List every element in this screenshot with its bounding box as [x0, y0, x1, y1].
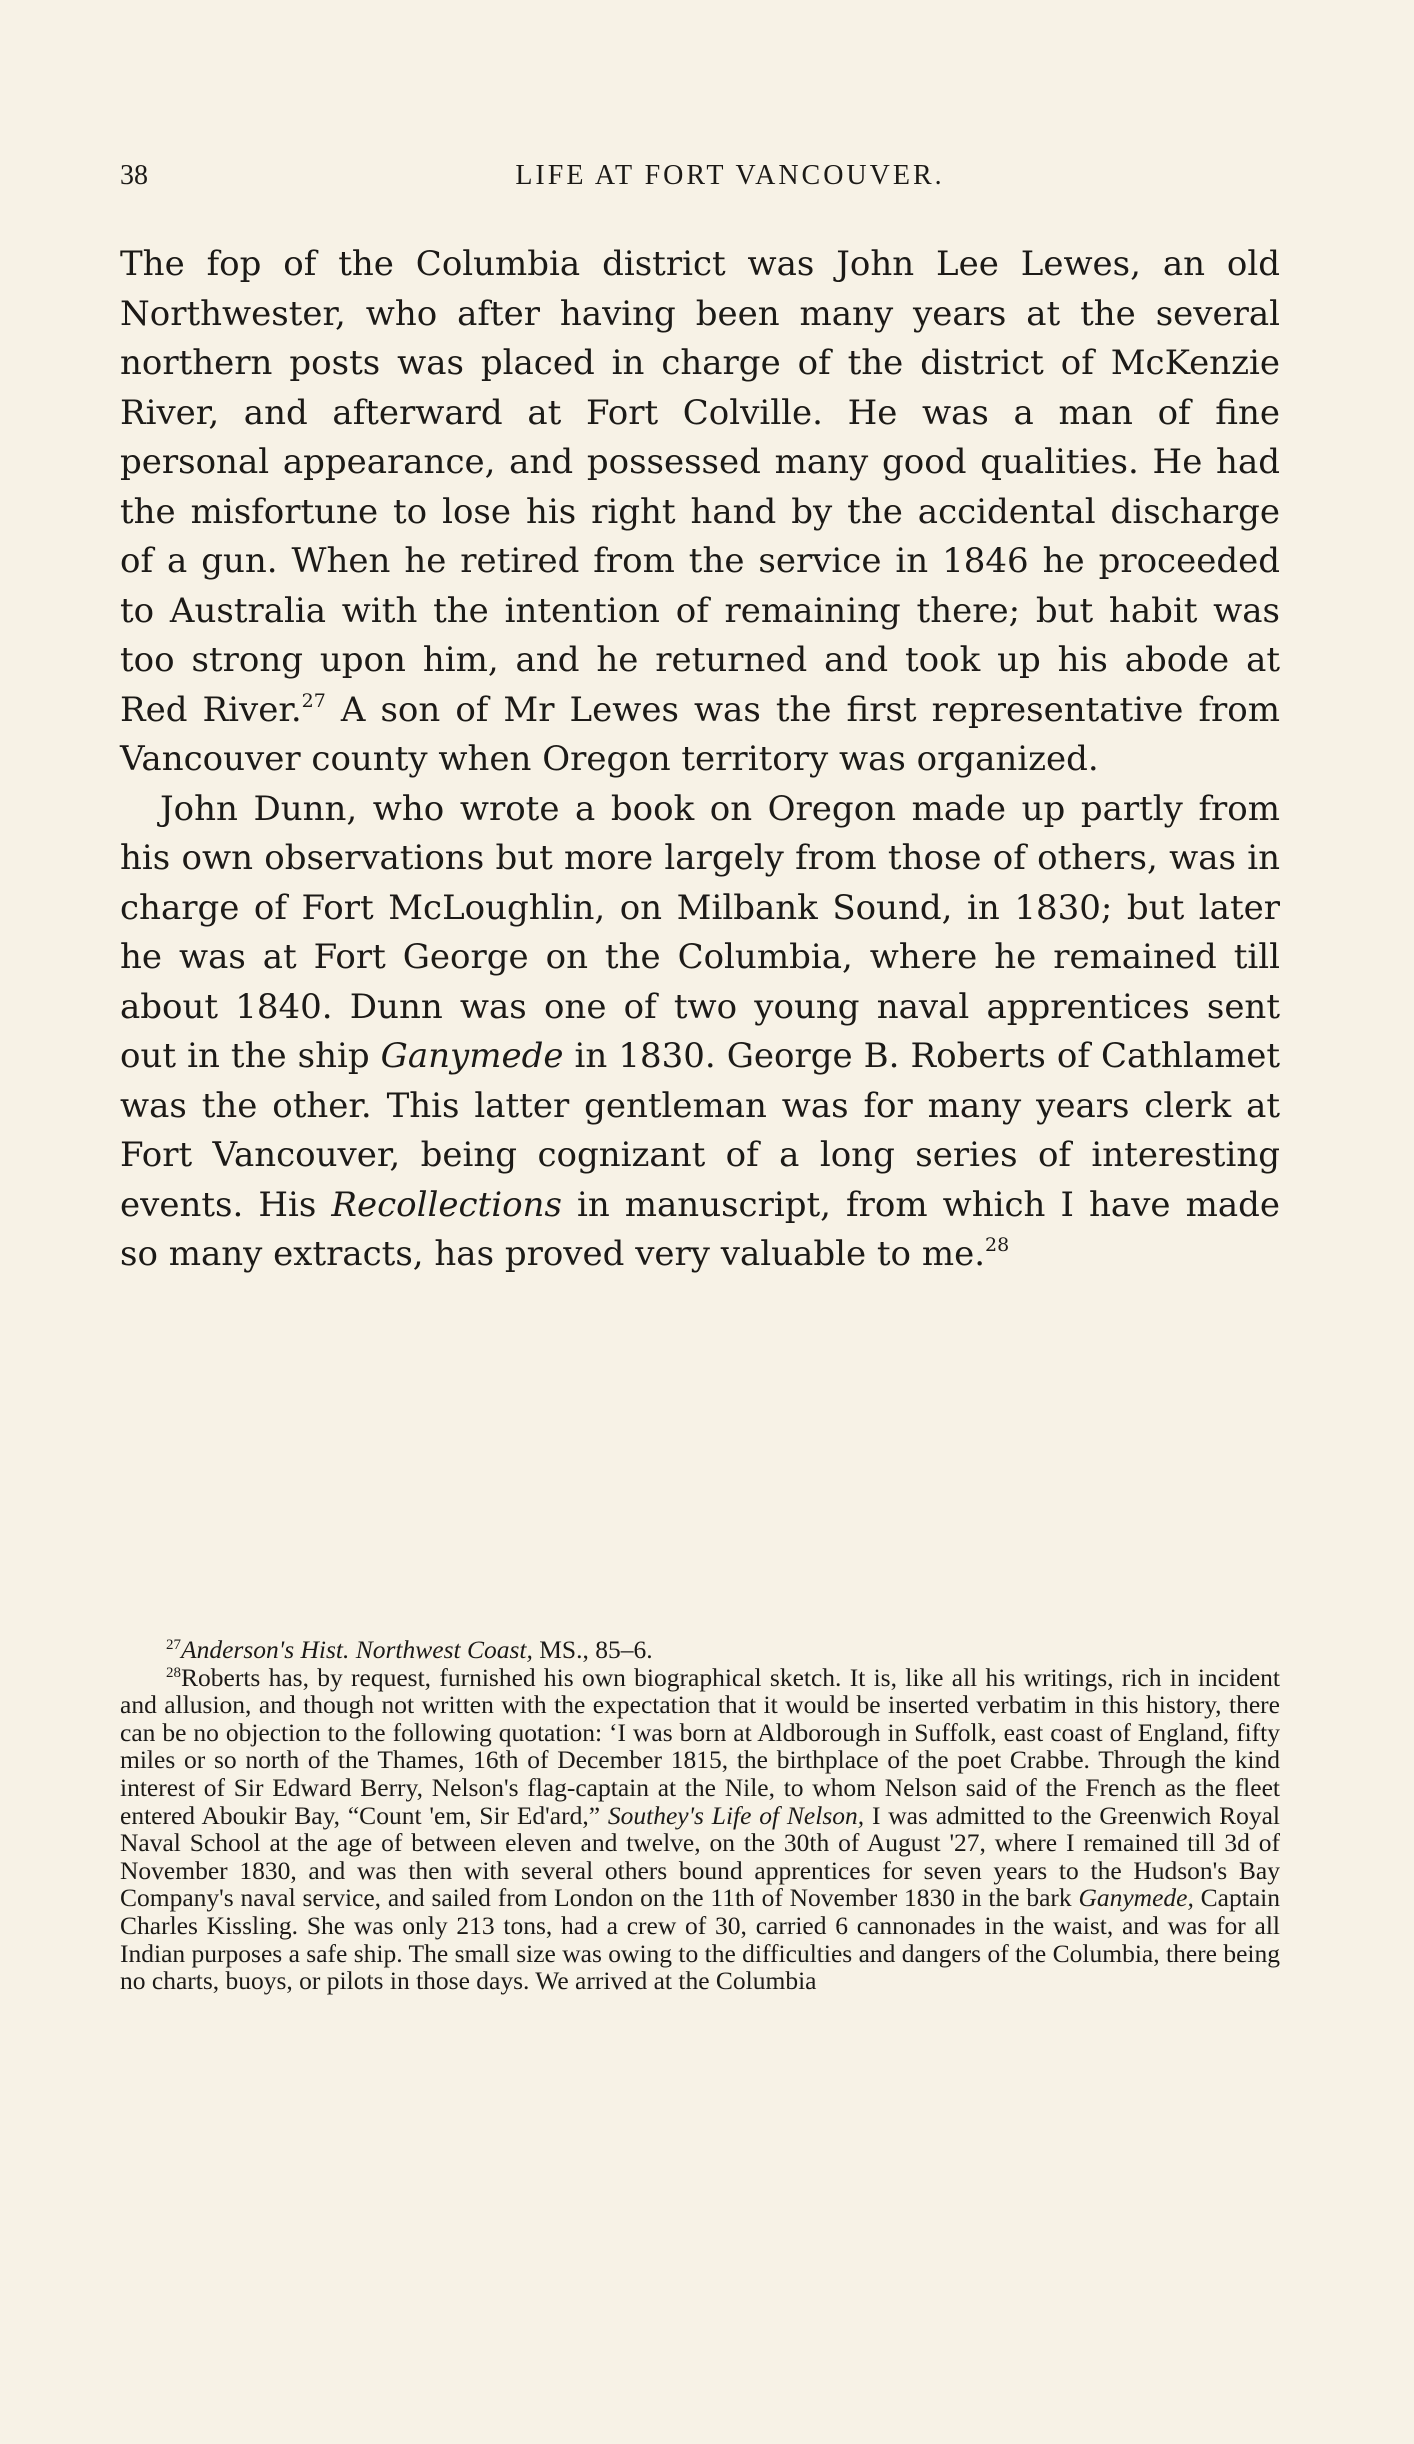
- page-number: 38: [120, 160, 148, 191]
- footnote-28-text-end: Captain Charles Kissling. She was only 213 tons, had a crew of 30, carried 6 cannonades in the waist, and was for all Indian purposes a safe ship. The small size was owing to the difficulties and dangers of the Columbia, there being no charts, buoys, or pilots in those days. We arrived at the Columbia: [120, 1883, 1280, 1996]
- ship-name-ganymede: Ganymede: [380, 1036, 564, 1076]
- footnote-28-number: 28: [166, 1664, 181, 1681]
- footnote-ref-27: 27: [301, 689, 326, 712]
- footnotes: [120, 1636, 1280, 1995]
- footnote-27: [120, 1636, 1280, 1664]
- footnote-27-text: MS., 85–6.: [532, 1635, 653, 1664]
- paragraph-lewes-text: The fop of the Columbia district was John Lee Lewes, an old Northwester, who after having been many years at the several northern posts was placed in charge of the district of McKenzie River, and afterward at Fort Colville. He was a man of fine personal appearance, and possessed many good qualities. He had the misfortune to lose his right hand by the accidental discharge of a gun. When he retired from the service in 1846 he proceeded to Australia with the intention of remaining there; but habit was too strong upon him, and he returned and took up his abode at Red River.: [120, 244, 1280, 730]
- paragraph-lewes: [120, 240, 1280, 785]
- footnote-28-text-middle: I was admitted to the Greenwich Royal Naval School at the age of between eleven and twelve, on the 30th of August '27, where I remained till 3d of November 1830, and was then with several others bound apprentices for seven years to the Hudson's Bay Company's naval service, and sailed from London on the 11th of November 1830 in the bark: [120, 1800, 1281, 1913]
- paragraph-dunn-text: John Dunn, who wrote a book on Oregon made up partly from his own observations but more largely from those of others, was in charge of Fort McLoughlin, on Milbank Sound, in 1830; but later he was at Fort George on the Columbia, where he remained till about 1840. Dunn was one of two young naval apprentices sent out in the ship: [120, 788, 1280, 1076]
- footnote-27-source: Anderson's Hist. Northwest Coast,: [181, 1635, 533, 1664]
- footnote-28-source: Southey's Life of Nelson,: [607, 1800, 865, 1830]
- footnote-28: [120, 1664, 1280, 1995]
- main-text: [120, 240, 1280, 1280]
- paragraph-dunn: [120, 785, 1280, 1280]
- footnote-ref-28: 28: [985, 1234, 1010, 1256]
- footnote-28-ship-name: Ganymede,: [1078, 1883, 1194, 1913]
- paragraph-dunn-text-middle: in 1830. George B. Roberts of Cathlamet was the other. This latter gentleman was for many years clerk at Fort Vancouver, being cognizant of a long series of interesting events. His: [120, 1036, 1280, 1225]
- page-header: [120, 160, 1280, 200]
- running-head: LIFE AT FORT VANCOUVER.: [515, 160, 945, 191]
- paragraph-dunn-text-end: in manuscript, from which I have made so many extracts, has proved very valuable to me.: [120, 1184, 1280, 1274]
- paragraph-lewes-text-end: A son of Mr Lewes was the first representative from Vancouver county when Oregon territory was organized.: [120, 689, 1280, 779]
- footnote-28-text: Roberts has, by request, furnished his own biographical sketch. It is, like all his writings, rich in incident and allusion, and though not written with the expectation that it would be inserted verbatim in this history, there can be no objection to the following quotation: ‘I was born at Aldborough in Suffolk, east coast of England, fifty miles or so north of the Thames, 16th of December 1815, the birthplace of the poet Crabbe. Through the kind interest of Sir Edward Berry, Nelson's flag-captain at the Nile, to whom Nelson said of the French as the fleet entered Aboukir Bay, “Count 'em, Sir Ed'ard,”: [120, 1662, 1280, 1830]
- work-title-recollections: Recollections: [331, 1184, 562, 1225]
- footnote-27-number: 27: [166, 1637, 181, 1653]
